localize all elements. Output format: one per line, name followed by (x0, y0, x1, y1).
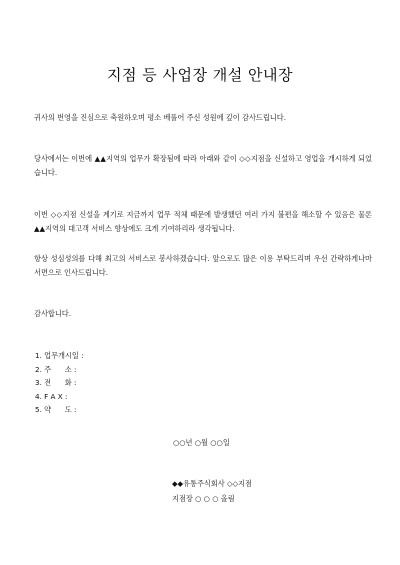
service-paragraph: 항상 성심성의를 다해 최고의 서비스로 봉사하겠습니다. 앞으로도 많은 이용 부탁드리며 우선 간략하게나마 서면으로 인사드립니다. (34, 254, 372, 277)
list-item-address: 2. 주 소 : (35, 364, 77, 374)
details-list (35, 349, 84, 417)
benefit-paragraph: 이번 ◇◇지점 신설을 계기로 지금까지 업무 적체 때문에 발생했던 여러 가지 불편을 해소할 수 있음은 물론 ▲▲지역의 대고객 서비스 향상에도 크게 기여하리라 생각됩니다. (34, 210, 372, 233)
closing-line: 감사합니다. (34, 309, 72, 318)
list-item-map: 5. 약 도 : (35, 405, 77, 414)
signer-name: 지점장 ○ ○ ○ 올림 (172, 494, 235, 503)
announcement-paragraph: 당사에서는 이번에 ▲▲지역의 업무가 확장됨에 따라 아래와 같이 ◇◇지점을 신설하고 영업을 개시하게 되었습니다. (34, 154, 372, 177)
document-date: ○○년 ○월 ○○일 (173, 438, 230, 447)
greeting-paragraph: 귀사의 번영을 진심으로 축원하오며 평소 베풀어 주신 성원에 깊이 감사드립니다. (34, 113, 286, 122)
list-item-start-date: 1. 업무개시일 : (35, 351, 84, 360)
company-name: ◆◆유통주식회사 ◇◇지점 (172, 479, 252, 488)
list-item-fax: 4. F A X : (35, 391, 68, 401)
list-item-phone: 3. 전 화 : (35, 378, 77, 387)
document-title: 지점 등 사업장 개설 안내장 (107, 66, 293, 84)
